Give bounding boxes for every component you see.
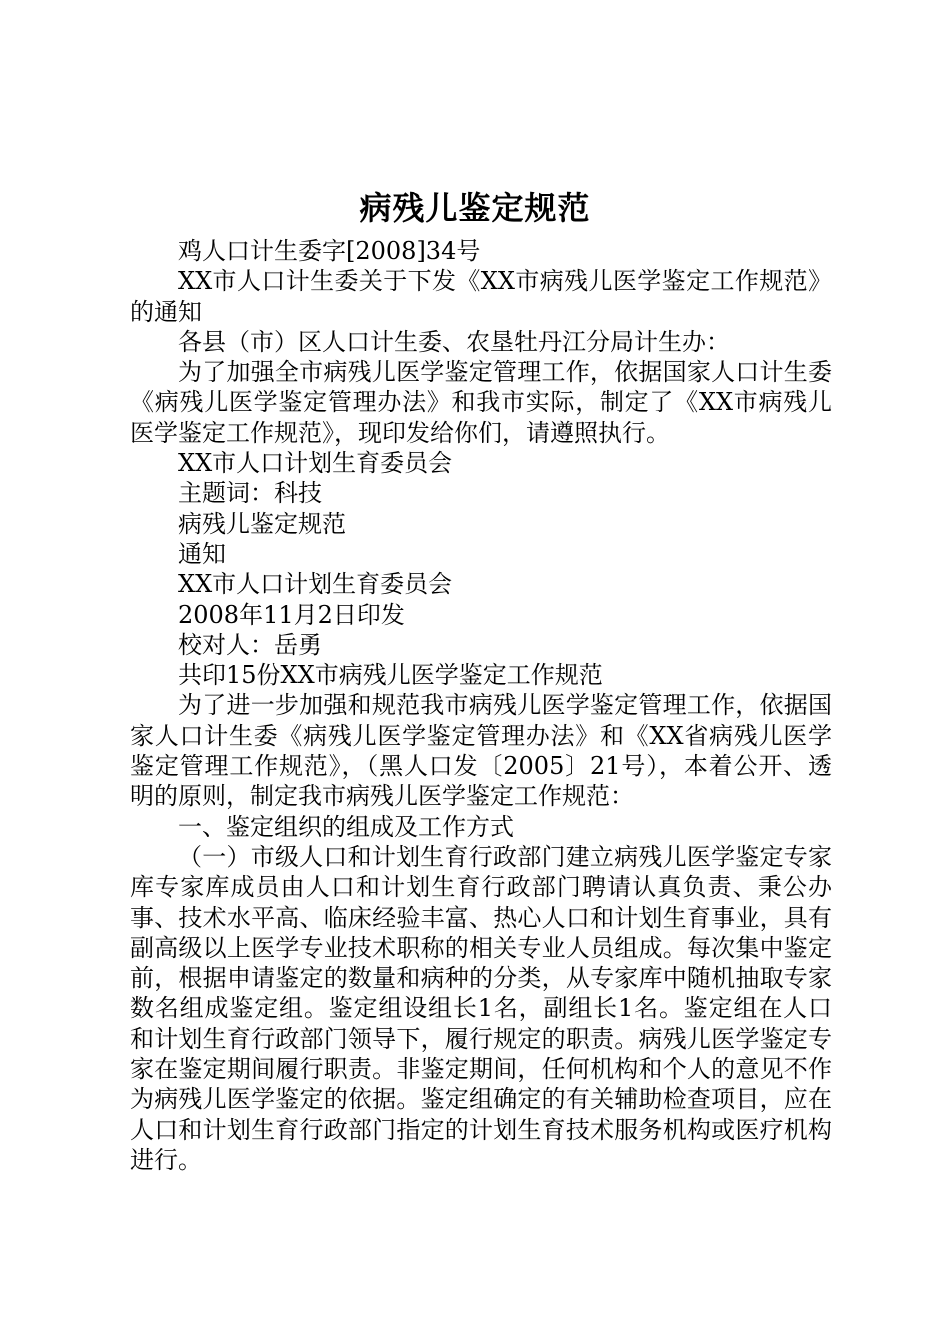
- paragraph-section-heading: 一、鉴定组织的组成及工作方式: [178, 812, 514, 841]
- paragraph-purpose: 为了进一步加强和规范我市病残儿医学鉴定管理工作，依据国家人口计生委《病残儿医学鉴定管理办法》和《XX省病残儿医学鉴定管理工作规范》，（黑人口发〔2005〕21号），本着公开、透明的原则，制定我市病残儿医学鉴定工作规范：: [130, 691, 832, 811]
- paragraph-section-item-1: （一）市级人口和计划生育行政部门建立病残儿医学鉴定专家库专家库成员由人口和计划生育行政部门聘请认真负责、秉公办事、技术水平高、临床经验丰富、热心人口和计划生育事业，具有副高级以上医学专业技术职称的相关专业人员组成。每次集中鉴定前，根据申请鉴定的数量和病种的分类，从专家库中随机抽取专家数名组成鉴定组。鉴定组设组长1名，副组长1名。鉴定组在人口和计划生育行政部门领导下，履行规定的职责。病残儿医学鉴定专家在鉴定期间履行职责。非鉴定期间，任何机构和个人的意见不作为病残儿医学鉴定的依据。鉴定组确定的有关辅助检查项目，应在人口和计划生育行政部门指定的计划生育技术服务机构或医疗机构进行。: [130, 842, 832, 1174]
- paragraph-keyword-notice: 通知: [178, 539, 226, 568]
- paragraph-keywords: 主题词：科技: [178, 479, 322, 508]
- paragraph-keyword-subject: 病残儿鉴定规范: [178, 509, 346, 538]
- paragraph-doc-number: 鸡人口计生委字[2008]34号: [178, 237, 481, 265]
- paragraph-intro: 为了加强全市病残儿医学鉴定管理工作，依据国家人口计生委《病残儿医学鉴定管理办法》和我市实际，制定了《XX市病残儿医学鉴定工作规范》，现印发给你们，请遵照执行。: [130, 358, 832, 447]
- paragraph-recipients: 各县（市）区人口计生委、农垦牡丹江分局计生办：: [178, 327, 730, 356]
- document-body: [130, 236, 832, 1175]
- document-title: 病残儿鉴定规范: [359, 189, 591, 227]
- paragraph-copies: 共印15份XX市病残儿医学鉴定工作规范: [178, 661, 603, 690]
- paragraph-issuer-repeat: XX市人口计划生育委员会: [178, 570, 453, 599]
- paragraph-notice-title: XX市人口计生委关于下发《XX市病残儿医学鉴定工作规范》的通知: [130, 267, 832, 326]
- paragraph-print-date: 2008年11月2日印发: [178, 600, 405, 629]
- paragraph-issuer: XX市人口计划生育委员会: [178, 449, 453, 478]
- paragraph-proofreader: 校对人：岳勇: [178, 630, 322, 659]
